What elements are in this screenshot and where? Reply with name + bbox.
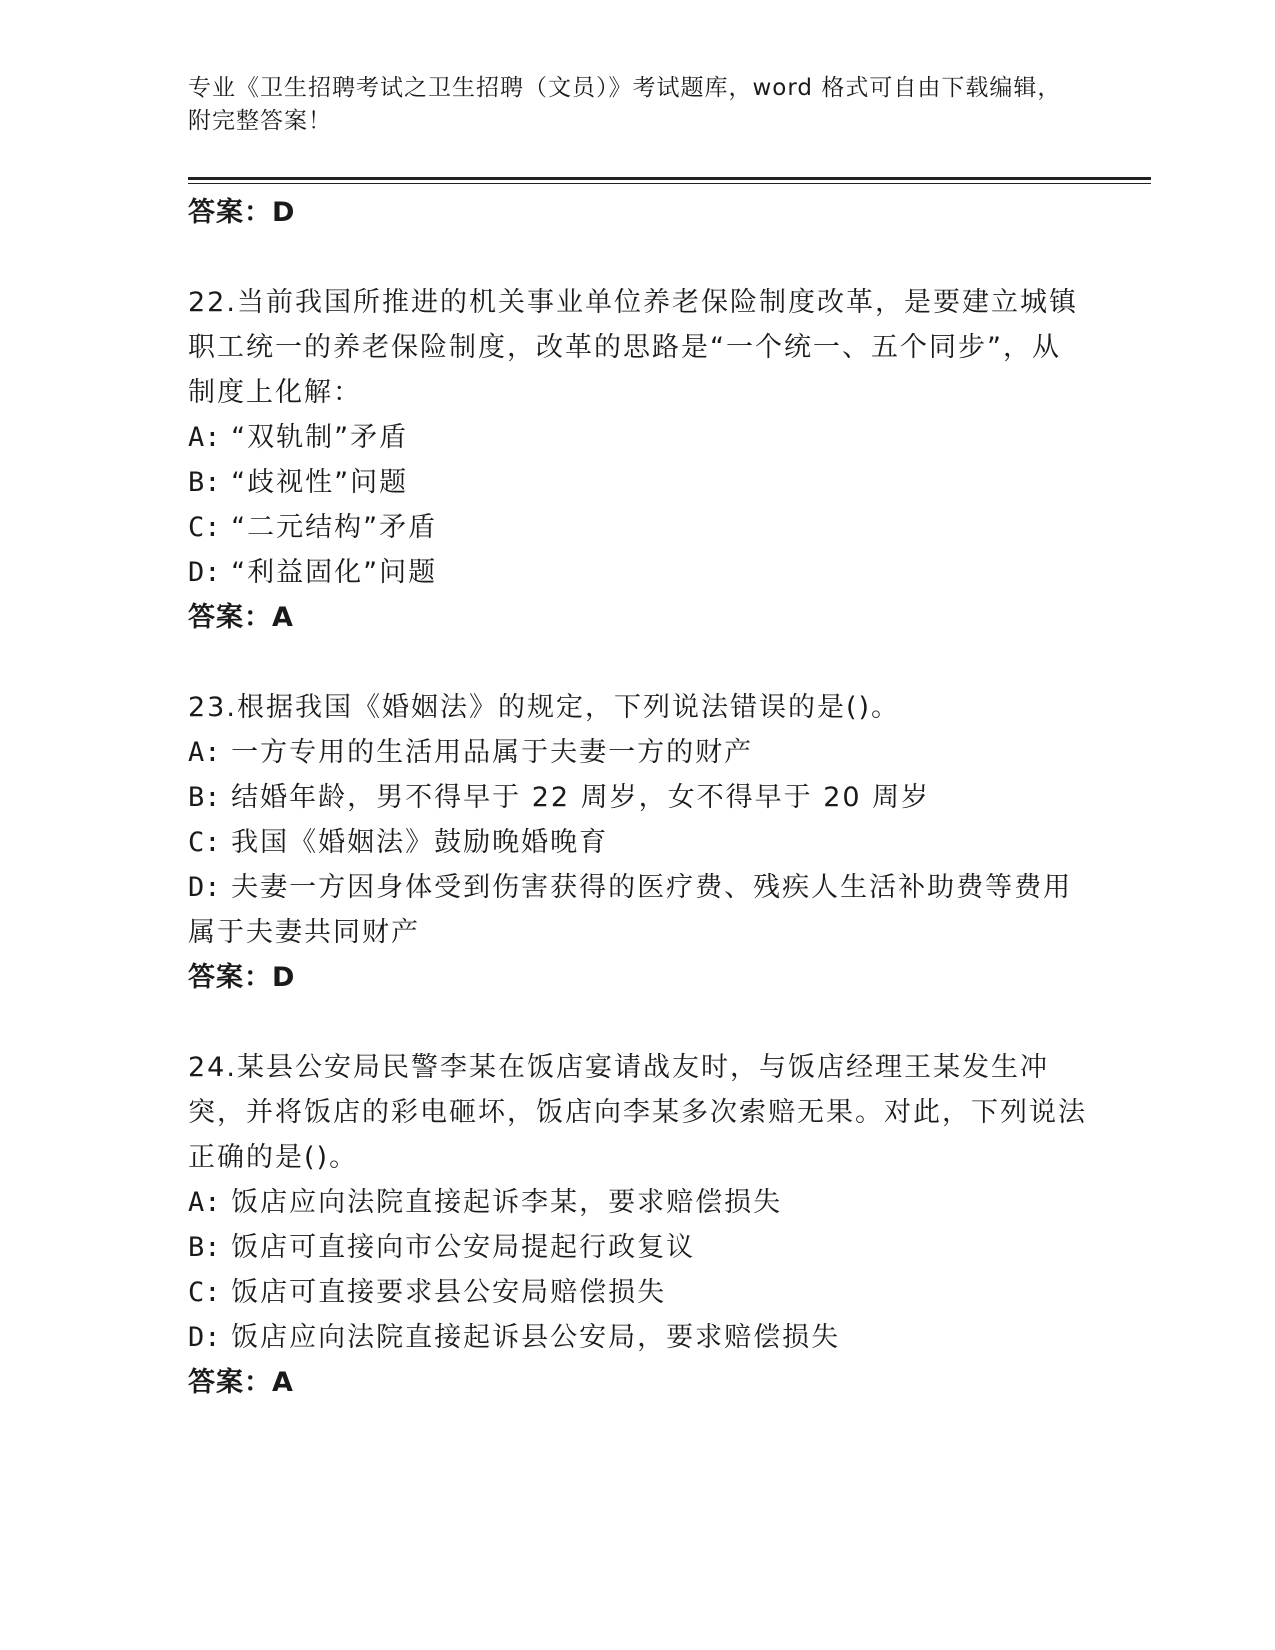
option-key: C: — [188, 512, 221, 543]
option-text: 我国《婚姻法》鼓励晚婚晚育 — [231, 827, 609, 858]
option-key: D: — [188, 557, 221, 588]
option-text: 饭店可直接要求县公安局赔偿损失 — [231, 1277, 667, 1308]
header-rule-thick — [188, 177, 1151, 180]
question-stem: 23.根据我国《婚姻法》的规定，下列说法错误的是()。 — [188, 692, 901, 723]
option-text: 夫妻一方因身体受到伤害获得的医疗费、残疾人生活补助费等费用属于夫妻共同财产 — [188, 872, 1073, 948]
option-key: D: — [188, 872, 221, 903]
option-a — [188, 1180, 1088, 1225]
option-a — [188, 730, 1088, 775]
question-24 — [188, 1045, 1088, 1405]
option-c — [188, 820, 1088, 865]
option-d — [188, 1315, 1088, 1360]
option-text: “歧视性”问题 — [231, 467, 409, 498]
option-b — [188, 775, 1088, 820]
page-header: 专业《卫生招聘考试之卫生招聘（文员）》考试题库，word 格式可自由下载编辑，附完整答案！ — [188, 75, 1062, 134]
option-key: B: — [188, 467, 221, 498]
option-key: A: — [188, 737, 221, 768]
option-key: D: — [188, 1322, 221, 1353]
option-d — [188, 865, 1088, 955]
question-stem: 24.某县公安局民警李某在饭店宴请战友时，与饭店经理王某发生冲突，并将饭店的彩电砸坏，饭店向李某多次索赔无果。对此，下列说法正确的是()。 — [188, 1052, 1087, 1173]
answer-previous: 答案：D — [188, 197, 296, 228]
option-text: 饭店应向法院直接起诉李某，要求赔偿损失 — [231, 1187, 783, 1218]
option-key: A: — [188, 1187, 221, 1218]
option-d — [188, 550, 1088, 595]
option-b — [188, 1225, 1088, 1270]
option-text: 饭店可直接向市公安局提起行政复议 — [231, 1232, 696, 1263]
option-text: “利益固化”问题 — [231, 557, 438, 588]
option-text: 一方专用的生活用品属于夫妻一方的财产 — [231, 737, 754, 768]
option-key: C: — [188, 827, 221, 858]
answer: 答案：D — [188, 962, 296, 993]
question-22 — [188, 280, 1088, 640]
header-rule-thin — [188, 183, 1151, 184]
option-text: “双轨制”矛盾 — [231, 422, 409, 453]
option-a — [188, 415, 1088, 460]
option-key: B: — [188, 1232, 221, 1263]
option-c — [188, 505, 1088, 550]
answer: 答案：A — [188, 1367, 294, 1398]
option-key: B: — [188, 782, 221, 813]
document-body — [188, 190, 1088, 1405]
option-b — [188, 460, 1088, 505]
option-text: “二元结构”矛盾 — [231, 512, 438, 543]
question-23 — [188, 685, 1088, 1000]
question-stem: 22.当前我国所推进的机关事业单位养老保险制度改革，是要建立城镇职工统一的养老保险制度，改革的思路是“一个统一、五个同步”，从制度上化解： — [188, 287, 1078, 408]
option-key: C: — [188, 1277, 221, 1308]
answer: 答案：A — [188, 602, 294, 633]
option-text: 结婚年龄，男不得早于 22 周岁，女不得早于 20 周岁 — [231, 782, 931, 813]
option-text: 饭店应向法院直接起诉县公安局，要求赔偿损失 — [231, 1322, 841, 1353]
option-key: A: — [188, 422, 221, 453]
option-c — [188, 1270, 1088, 1315]
